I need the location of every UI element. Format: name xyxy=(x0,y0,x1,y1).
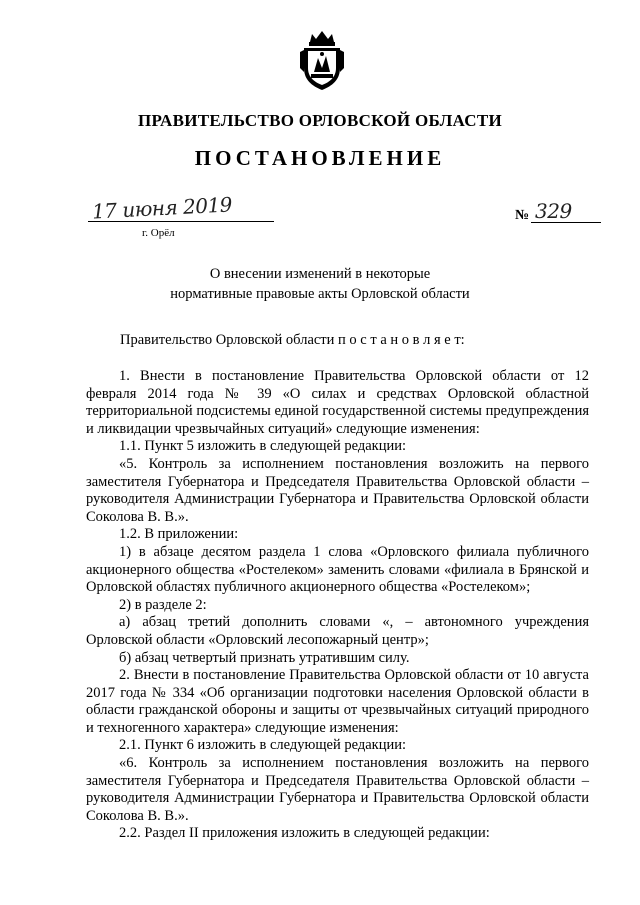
decree-statement: Правительство Орловской области п о с т а н о в л я е т: xyxy=(120,332,465,348)
paragraph: «6. Контроль за исполнением постановления возложить на первого заместителя Губернатора и Председателя Правительства Орловской области – руководителя Администрации Губернатора и Правительства Орловской области Соколова В. В.». xyxy=(86,755,589,824)
government-title: ПРАВИТЕЛЬСТВО ОРЛОВСКОЙ ОБЛАСТИ xyxy=(137,111,503,130)
paragraph: 2. Внести в постановление Правительства Орловской области от 10 августа 2017 года № 334 «Об организации подготовки населения Орловской области в области гражданской обороны и защиты от чрезвычайных ситуаций природного и техногенного характера» следующие изменения: xyxy=(86,667,589,736)
number-underline xyxy=(531,222,601,223)
handwritten-number: 329 xyxy=(535,199,572,223)
subject-line: О внесении изменений в некоторые xyxy=(209,266,431,282)
paragraph: 1.2. В приложении: xyxy=(119,526,239,543)
number-label: № xyxy=(515,208,530,223)
paragraph: б) абзац четвертый признать утратившим силу. xyxy=(119,649,410,666)
paragraph: 1) в абзаце десятом раздела 1 слова «Орловского филиала публичного акционерного общества «Ростелеком» заменить словами «филиала в Брянской и Орловской областях публичного акционерного общества «Ростелеком»; xyxy=(86,543,589,596)
paragraph: 1.1. Пункт 5 изложить в следующей редакции: xyxy=(119,438,407,455)
paragraph: 2) в разделе 2: xyxy=(119,596,207,613)
paragraph: 1. Внести в постановление Правительства Орловской области от 12 февраля 2014 года № 39 «О силах и средствах Орловской областной территориальной подсистемы единой государственной системы предупреждения и ликвидации чрезвычайных ситуаций» следующие изменения: xyxy=(86,368,589,437)
paragraph: а) абзац третий дополнить словами «, – автономного учреждения Орловской области «Орловский лесопожарный центр»; xyxy=(86,614,589,648)
document-body xyxy=(86,368,589,843)
document-type: ПОСТАНОВЛЕНИЕ xyxy=(194,146,446,170)
handwritten-date: 17 июня 2019 xyxy=(91,192,233,224)
city-label: г. Орёл xyxy=(142,227,175,239)
coat-of-arms-icon xyxy=(298,28,346,92)
paragraph: 2.2. Раздел II приложения изложить в следующей редакции: xyxy=(119,825,490,842)
paragraph: 2.1. Пункт 6 изложить в следующей редакции: xyxy=(119,737,407,754)
date-underline xyxy=(88,221,274,222)
document-subject xyxy=(0,264,640,304)
subject-line: нормативные правовые акты Орловской области xyxy=(170,286,470,302)
paragraph: «5. Контроль за исполнением постановления возложить на первого заместителя Губернатора и Председателя Правительства Орловской области – руководителя Администрации Губернатора и Правительства Орловской области Соколова В. В.». xyxy=(86,455,589,525)
